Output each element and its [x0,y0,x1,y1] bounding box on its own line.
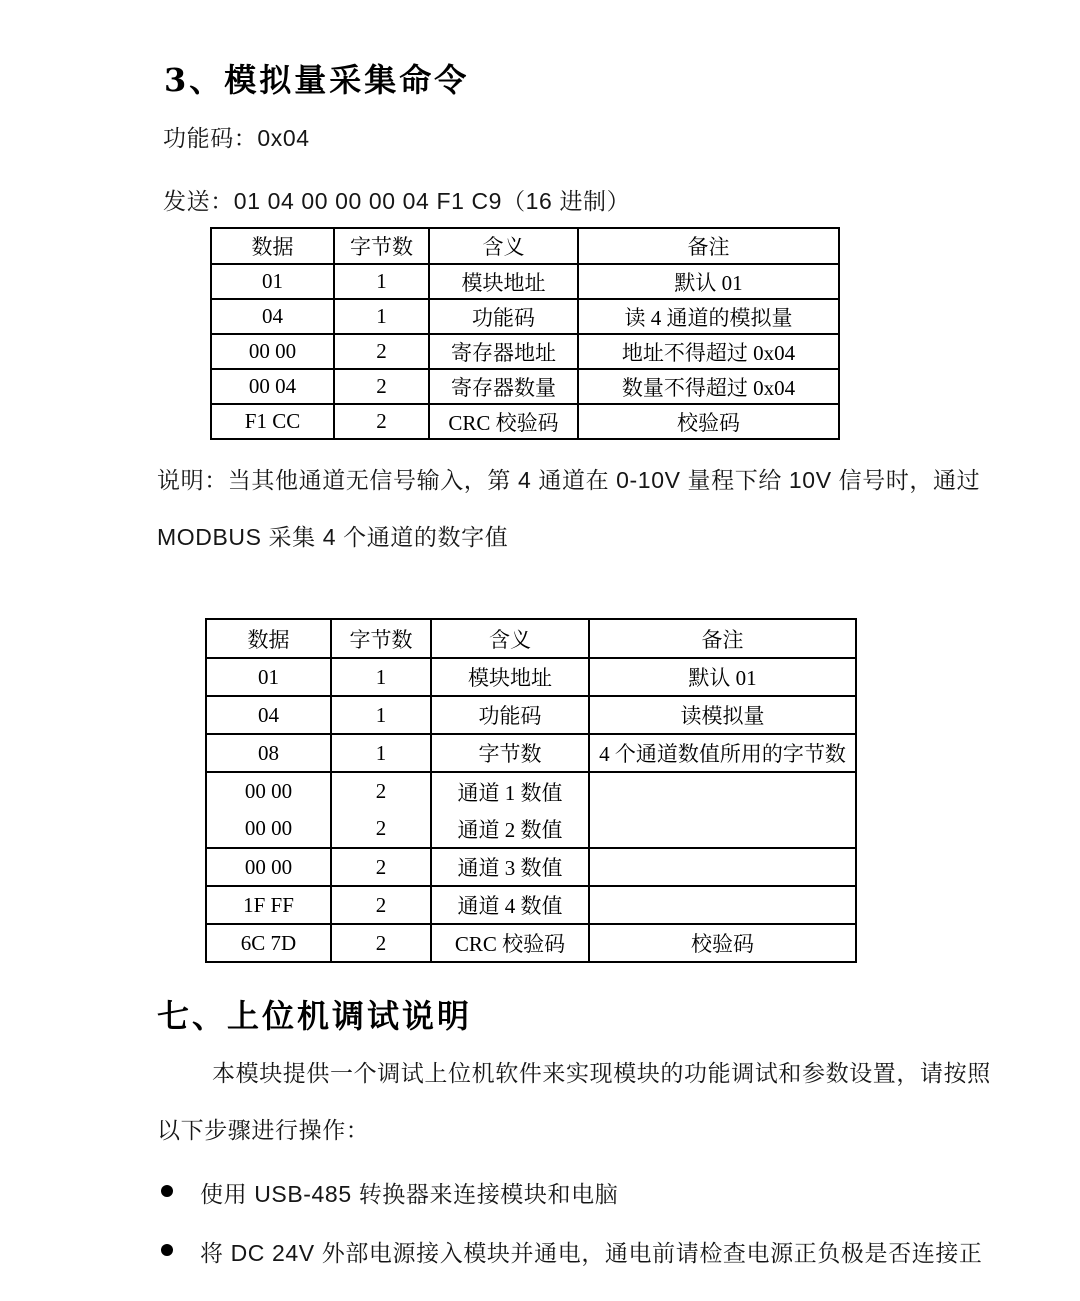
table-cell: 1 [331,658,431,696]
table-cell: 功能码 [429,299,578,334]
table-cell: 00 04 [211,369,334,404]
note-line-1: 说明：当其他通道无信号输入，第 4 通道在 0-10V 量程下给 10V 信号时，通过 [157,467,981,493]
table-cell: 寄存器地址 [429,334,578,369]
table-cell: 2 [331,772,431,810]
table-cell: 08 [206,734,331,772]
table-header-cell: 含义 [431,619,589,658]
table-row [211,334,839,369]
table-cell: 2 [331,810,431,848]
table-cell: 04 [206,696,331,734]
modbus-response-table [205,618,857,963]
table-cell: 通道 3 数值 [431,848,589,886]
table-cell: 2 [331,924,431,962]
table-cell: 1 [331,734,431,772]
table-row [211,369,839,404]
table-header-cell: 备注 [589,619,856,658]
table-cell [589,772,856,810]
table-cell [589,886,856,924]
table-cell: 6C 7D [206,924,331,962]
table-cell [589,848,856,886]
bullet-icon [161,1244,173,1256]
table-cell: 00 00 [206,772,331,810]
table-cell: 模块地址 [431,658,589,696]
table-cell: 2 [334,404,429,439]
table-row [206,886,856,924]
table-cell: 模块地址 [429,264,578,299]
bullet-text: 使用 USB-485 转换器来连接模块和电脑 [200,1181,619,1207]
table-header-cell: 数据 [211,228,334,264]
table-cell: 2 [331,886,431,924]
table-cell: 2 [331,848,431,886]
table-row [211,264,839,299]
table-cell: F1 CC [211,404,334,439]
section7-paragraph-line-1: 本模块提供一个调试上位机软件来实现模块的功能调试和参数设置，请按照 [212,1060,991,1086]
function-code-line: 功能码：0x04 [163,125,310,151]
table-cell: 通道 2 数值 [431,810,589,848]
note-line-2: MODBUS 采集 4 个通道的数字值 [157,524,509,550]
table-row [211,299,839,334]
modbus-request-table [210,227,840,440]
send-frame-line: 发送：01 04 00 00 00 04 F1 C9（16 进制） [163,188,631,214]
table-cell: 读模拟量 [589,696,856,734]
table-row [206,924,856,962]
table-header-cell: 字节数 [331,619,431,658]
table-header-row [206,619,856,658]
table-cell: 地址不得超过 0x04 [578,334,839,369]
table-cell: 功能码 [431,696,589,734]
table-cell: 1 [334,299,429,334]
table-header-cell: 含义 [429,228,578,264]
table-cell: 00 00 [211,334,334,369]
table-header-cell: 字节数 [334,228,429,264]
table-cell: 1 [331,696,431,734]
table-cell: 01 [211,264,334,299]
table-cell: 00 00 [206,810,331,848]
table-cell: 1F FF [206,886,331,924]
table-cell: 01 [206,658,331,696]
table-cell: 寄存器数量 [429,369,578,404]
table-cell: 默认 01 [578,264,839,299]
table-cell: 字节数 [431,734,589,772]
table-header-cell: 备注 [578,228,839,264]
table-cell: 2 [334,334,429,369]
table-cell: CRC 校验码 [431,924,589,962]
table-row [206,848,856,886]
table-cell: 4 个通道数值所用的字节数 [589,734,856,772]
table-row [211,404,839,439]
table-cell: 读 4 通道的模拟量 [578,299,839,334]
table-cell: 04 [211,299,334,334]
section7-heading: 七、上位机调试说明 [157,997,473,1035]
bullet-text: 将 DC 24V 外部电源接入模块并通电，通电前请检查电源正负极是否连接正 [200,1240,983,1266]
table-cell: 1 [334,264,429,299]
table-row [206,658,856,696]
table-row [206,734,856,772]
table-header-row [211,228,839,264]
table-cell: 数量不得超过 0x04 [578,369,839,404]
table-row [206,772,856,810]
table-cell [589,810,856,848]
section3-heading: 3、模拟量采集命令 [164,61,470,99]
table-row [206,810,856,848]
table-cell: 校验码 [578,404,839,439]
section7-paragraph-line-2: 以下步骤进行操作： [157,1117,370,1143]
table-cell: 通道 4 数值 [431,886,589,924]
table-cell: 2 [334,369,429,404]
table-cell: CRC 校验码 [429,404,578,439]
table-row [206,696,856,734]
table-cell: 00 00 [206,848,331,886]
bullet-icon [161,1185,173,1197]
table-cell: 通道 1 数值 [431,772,589,810]
table-cell: 默认 01 [589,658,856,696]
table-cell: 校验码 [589,924,856,962]
table-header-cell: 数据 [206,619,331,658]
